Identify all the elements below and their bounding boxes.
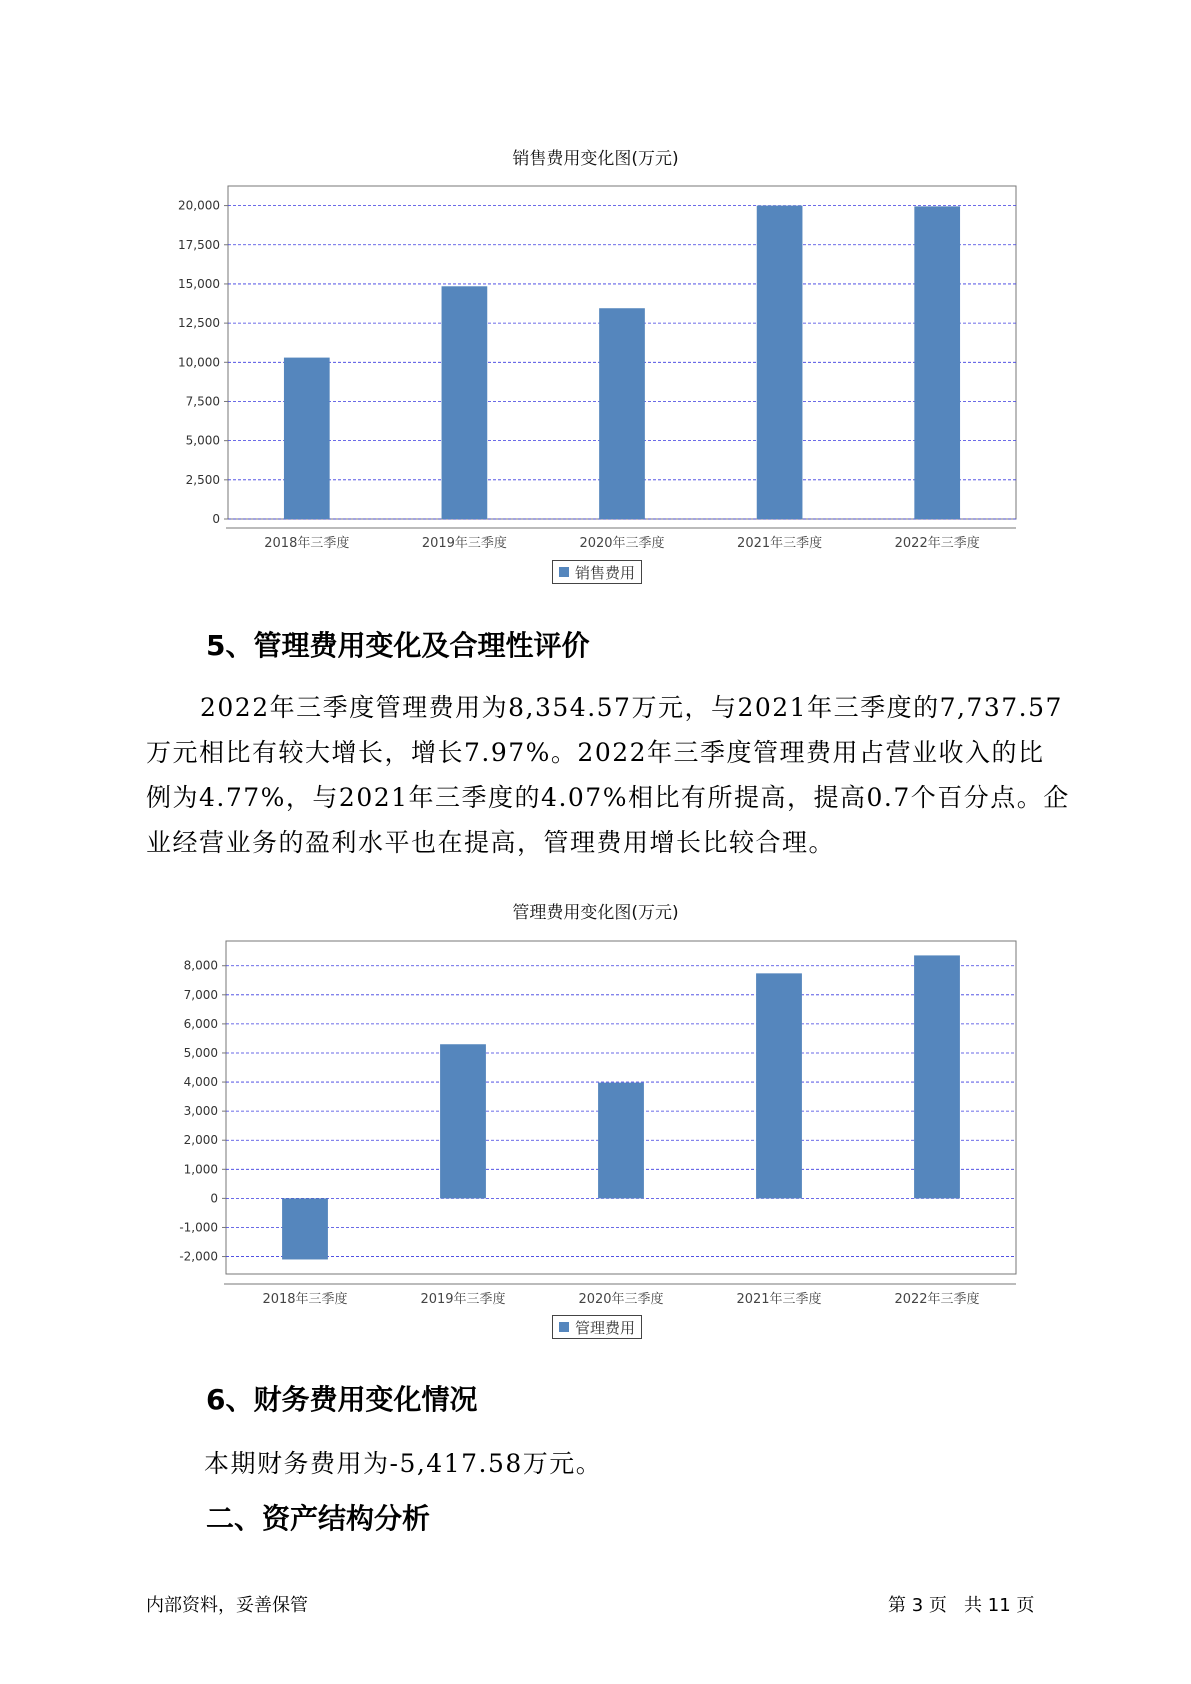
x-tick-label: 2020年三季度	[579, 536, 665, 551]
legend-label: 销售费用	[575, 563, 636, 582]
y-tick-label: 2,000	[183, 1133, 218, 1148]
y-tick-label: 6,000	[183, 1016, 218, 1031]
y-tick-label: 20,000	[178, 198, 220, 213]
y-tick-label: 3,000	[183, 1104, 218, 1119]
bar	[282, 1198, 328, 1259]
paragraph-line: 2022年三季度管理费用为8,354.57万元，与2021年三季度的7,737.57	[200, 693, 1063, 722]
paragraph-line: 万元相比有较大增长，增长7.97%。2022年三季度管理费用占营业收入的比	[146, 738, 1045, 767]
y-tick-label: -1,000	[179, 1220, 218, 1235]
y-tick-label: 10,000	[178, 355, 220, 370]
x-tick-label: 2022年三季度	[894, 536, 980, 551]
y-tick-label: 1,000	[183, 1162, 218, 1177]
section-heading-5: 5、管理费用变化及合理性评价	[206, 629, 590, 662]
y-tick-label: 0	[210, 1191, 218, 1206]
x-tick-label: 2019年三季度	[421, 536, 507, 551]
y-tick-label: 4,000	[183, 1075, 218, 1090]
y-tick-label: 17,500	[178, 237, 220, 252]
legend-label: 管理费用	[575, 1318, 636, 1337]
y-tick-label: 8,000	[183, 958, 218, 973]
y-tick-label: 5,000	[185, 433, 220, 448]
chart-title-sales: 销售费用变化图(万元)	[512, 149, 679, 169]
bar	[440, 1044, 486, 1198]
y-tick-label: 5,000	[183, 1045, 218, 1060]
x-tick-label: 2021年三季度	[736, 1292, 822, 1307]
x-tick-label: 2021年三季度	[737, 536, 823, 551]
paragraph-line: 业经营业务的盈利水平也在提高，管理费用增长比较合理。	[146, 828, 836, 857]
chart-legend-admin	[552, 1315, 642, 1339]
y-tick-label: 7,500	[185, 394, 220, 409]
bar	[756, 973, 802, 1198]
section-heading-6: 6、财务费用变化情况	[206, 1383, 478, 1416]
footer-confidential: 内部资料，妥善保管	[146, 1595, 308, 1616]
x-tick-label: 2018年三季度	[262, 1292, 348, 1307]
x-tick-label: 2020年三季度	[578, 1292, 664, 1307]
legend-swatch	[559, 1322, 569, 1332]
section6-paragraph	[204, 1441, 1108, 1486]
x-tick-label: 2018年三季度	[264, 536, 350, 551]
paragraph-line: 本期财务费用为-5,417.58万元。	[204, 1449, 603, 1478]
footer-page-number: 第 3 页 共 11 页	[888, 1595, 1035, 1616]
y-tick-label: -2,000	[179, 1249, 218, 1264]
section-heading-two: 二、资产结构分析	[206, 1502, 431, 1535]
x-tick-label: 2022年三季度	[894, 1292, 980, 1307]
x-tick-label: 2019年三季度	[420, 1292, 506, 1307]
y-tick-label: 7,000	[183, 987, 218, 1002]
paragraph-line: 例为4.77%，与2021年三季度的4.07%相比有所提高，提高0.7个百分点。企	[146, 783, 1070, 812]
bar	[914, 955, 960, 1198]
bar	[598, 1083, 644, 1199]
chart-title-admin: 管理费用变化图(万元)	[512, 903, 679, 923]
y-tick-label: 0	[212, 512, 220, 526]
y-tick-label: 15,000	[178, 276, 220, 291]
y-tick-label: 2,500	[185, 472, 220, 487]
y-tick-label: 12,500	[178, 316, 220, 331]
